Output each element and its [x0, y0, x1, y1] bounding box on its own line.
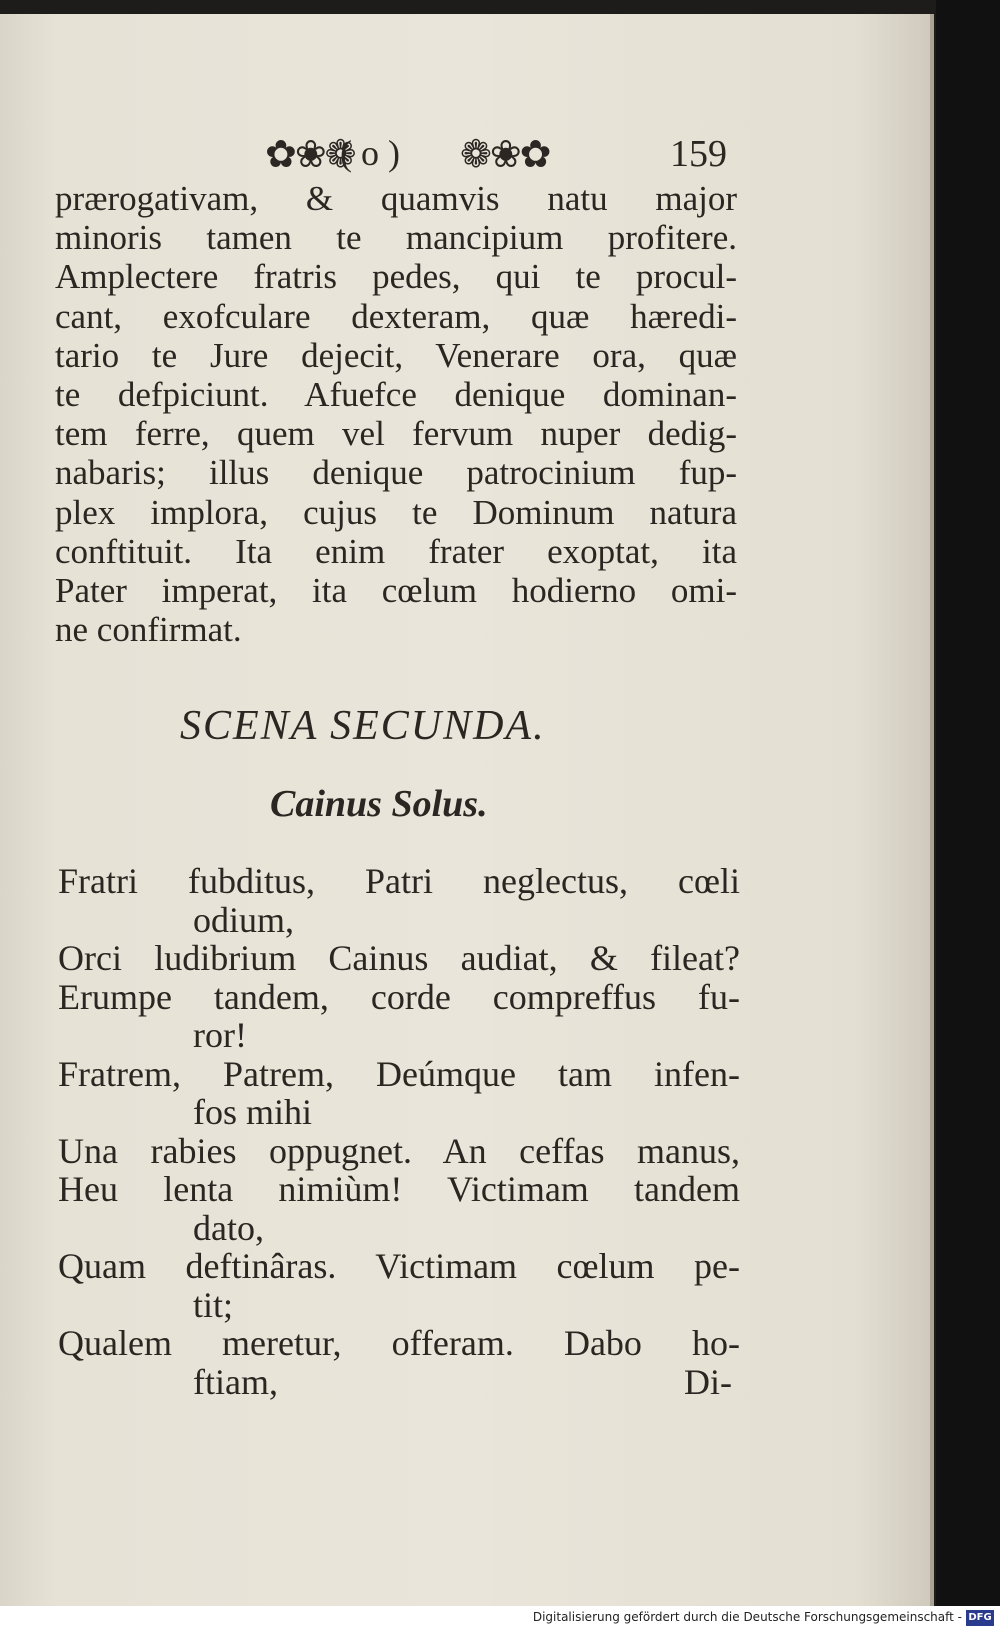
scene-subtitle: Cainus Solus.: [270, 783, 488, 825]
verse-line: Erumpe tandem, corde compreffus fu-: [58, 976, 740, 1017]
text-line: Amplectere fratris pedes, qui te procul-: [55, 257, 737, 297]
text-line: tem ferre, quem vel fervum nuper dedig-: [55, 414, 737, 454]
ornament-right: ❁❀✿: [460, 134, 550, 176]
dfg-logo: DFG: [966, 1610, 994, 1626]
book-page: [0, 14, 934, 1606]
text-line: te defpiciunt. Afuefce denique dominan-: [55, 375, 737, 415]
scene-title: SCENA SECUNDA.: [180, 703, 546, 749]
text-line: conftituit. Ita enim frater exoptat, ita: [55, 531, 737, 571]
verse-continuation: tit;: [193, 1284, 234, 1325]
verse-continuation: odium,: [193, 899, 295, 940]
verse-line: Fratrem, Patrem, Deúmque tam infen-: [58, 1053, 740, 1094]
text-line: ne confirmat.: [55, 610, 242, 650]
verse-continuation: ftiam,: [193, 1361, 278, 1402]
verse-continuation: ror!: [193, 1015, 247, 1055]
text-line: prærogativam, & quamvis natu major: [55, 179, 737, 218]
catchword: Di-: [684, 1361, 732, 1402]
text-line: cant, exofculare dexteram, quæ hæredi-: [55, 296, 737, 336]
text-line: Pater imperat, ita cœlum hodierno omi-: [55, 571, 737, 611]
funding-credit: Digitalisierung gefördert durch die Deutsche Forschungsgemeinschaft -: [532, 1610, 962, 1624]
verse-line: Heu lenta nimiùm! Victimam tandem: [58, 1169, 740, 1209]
verse-continuation: dato,: [193, 1207, 264, 1248]
verse-line: Fratri fubditus, Patri neglectus, cœli: [58, 861, 740, 901]
verse-line: Qualem meretur, offeram. Dabo ho-: [58, 1323, 740, 1363]
digitization-footer: [0, 1606, 1000, 1632]
text-line: plex implora, cujus te Dominum natura: [55, 492, 737, 532]
ornament-left: ✿❀❁: [265, 134, 355, 176]
text-line: nabaris; illus denique patrocinium fup-: [55, 453, 737, 493]
verse-continuation-with-catchword: [58, 1363, 740, 1402]
verse-block: [58, 862, 740, 1401]
page-number: 159: [670, 133, 727, 175]
running-header: [0, 132, 930, 182]
scan-background-edge: [936, 0, 1000, 1632]
verse-line: Orci ludibrium Cainus audiat, & fileat?: [58, 938, 740, 978]
header-parenthesis: ( o ): [340, 133, 400, 173]
verse-continuation: fos mihi: [193, 1092, 313, 1132]
verse-line: Una rabies oppugnet. An ceffas manus,: [58, 1130, 740, 1171]
verse-line: Quam deftinâras. Victimam cœlum pe-: [58, 1246, 740, 1286]
text-line: tario te Jure dejecit, Venerare ora, quæ: [55, 335, 737, 375]
prose-paragraph: [55, 179, 737, 649]
text-line: minoris tamen te mancipium profitere.: [55, 218, 737, 258]
